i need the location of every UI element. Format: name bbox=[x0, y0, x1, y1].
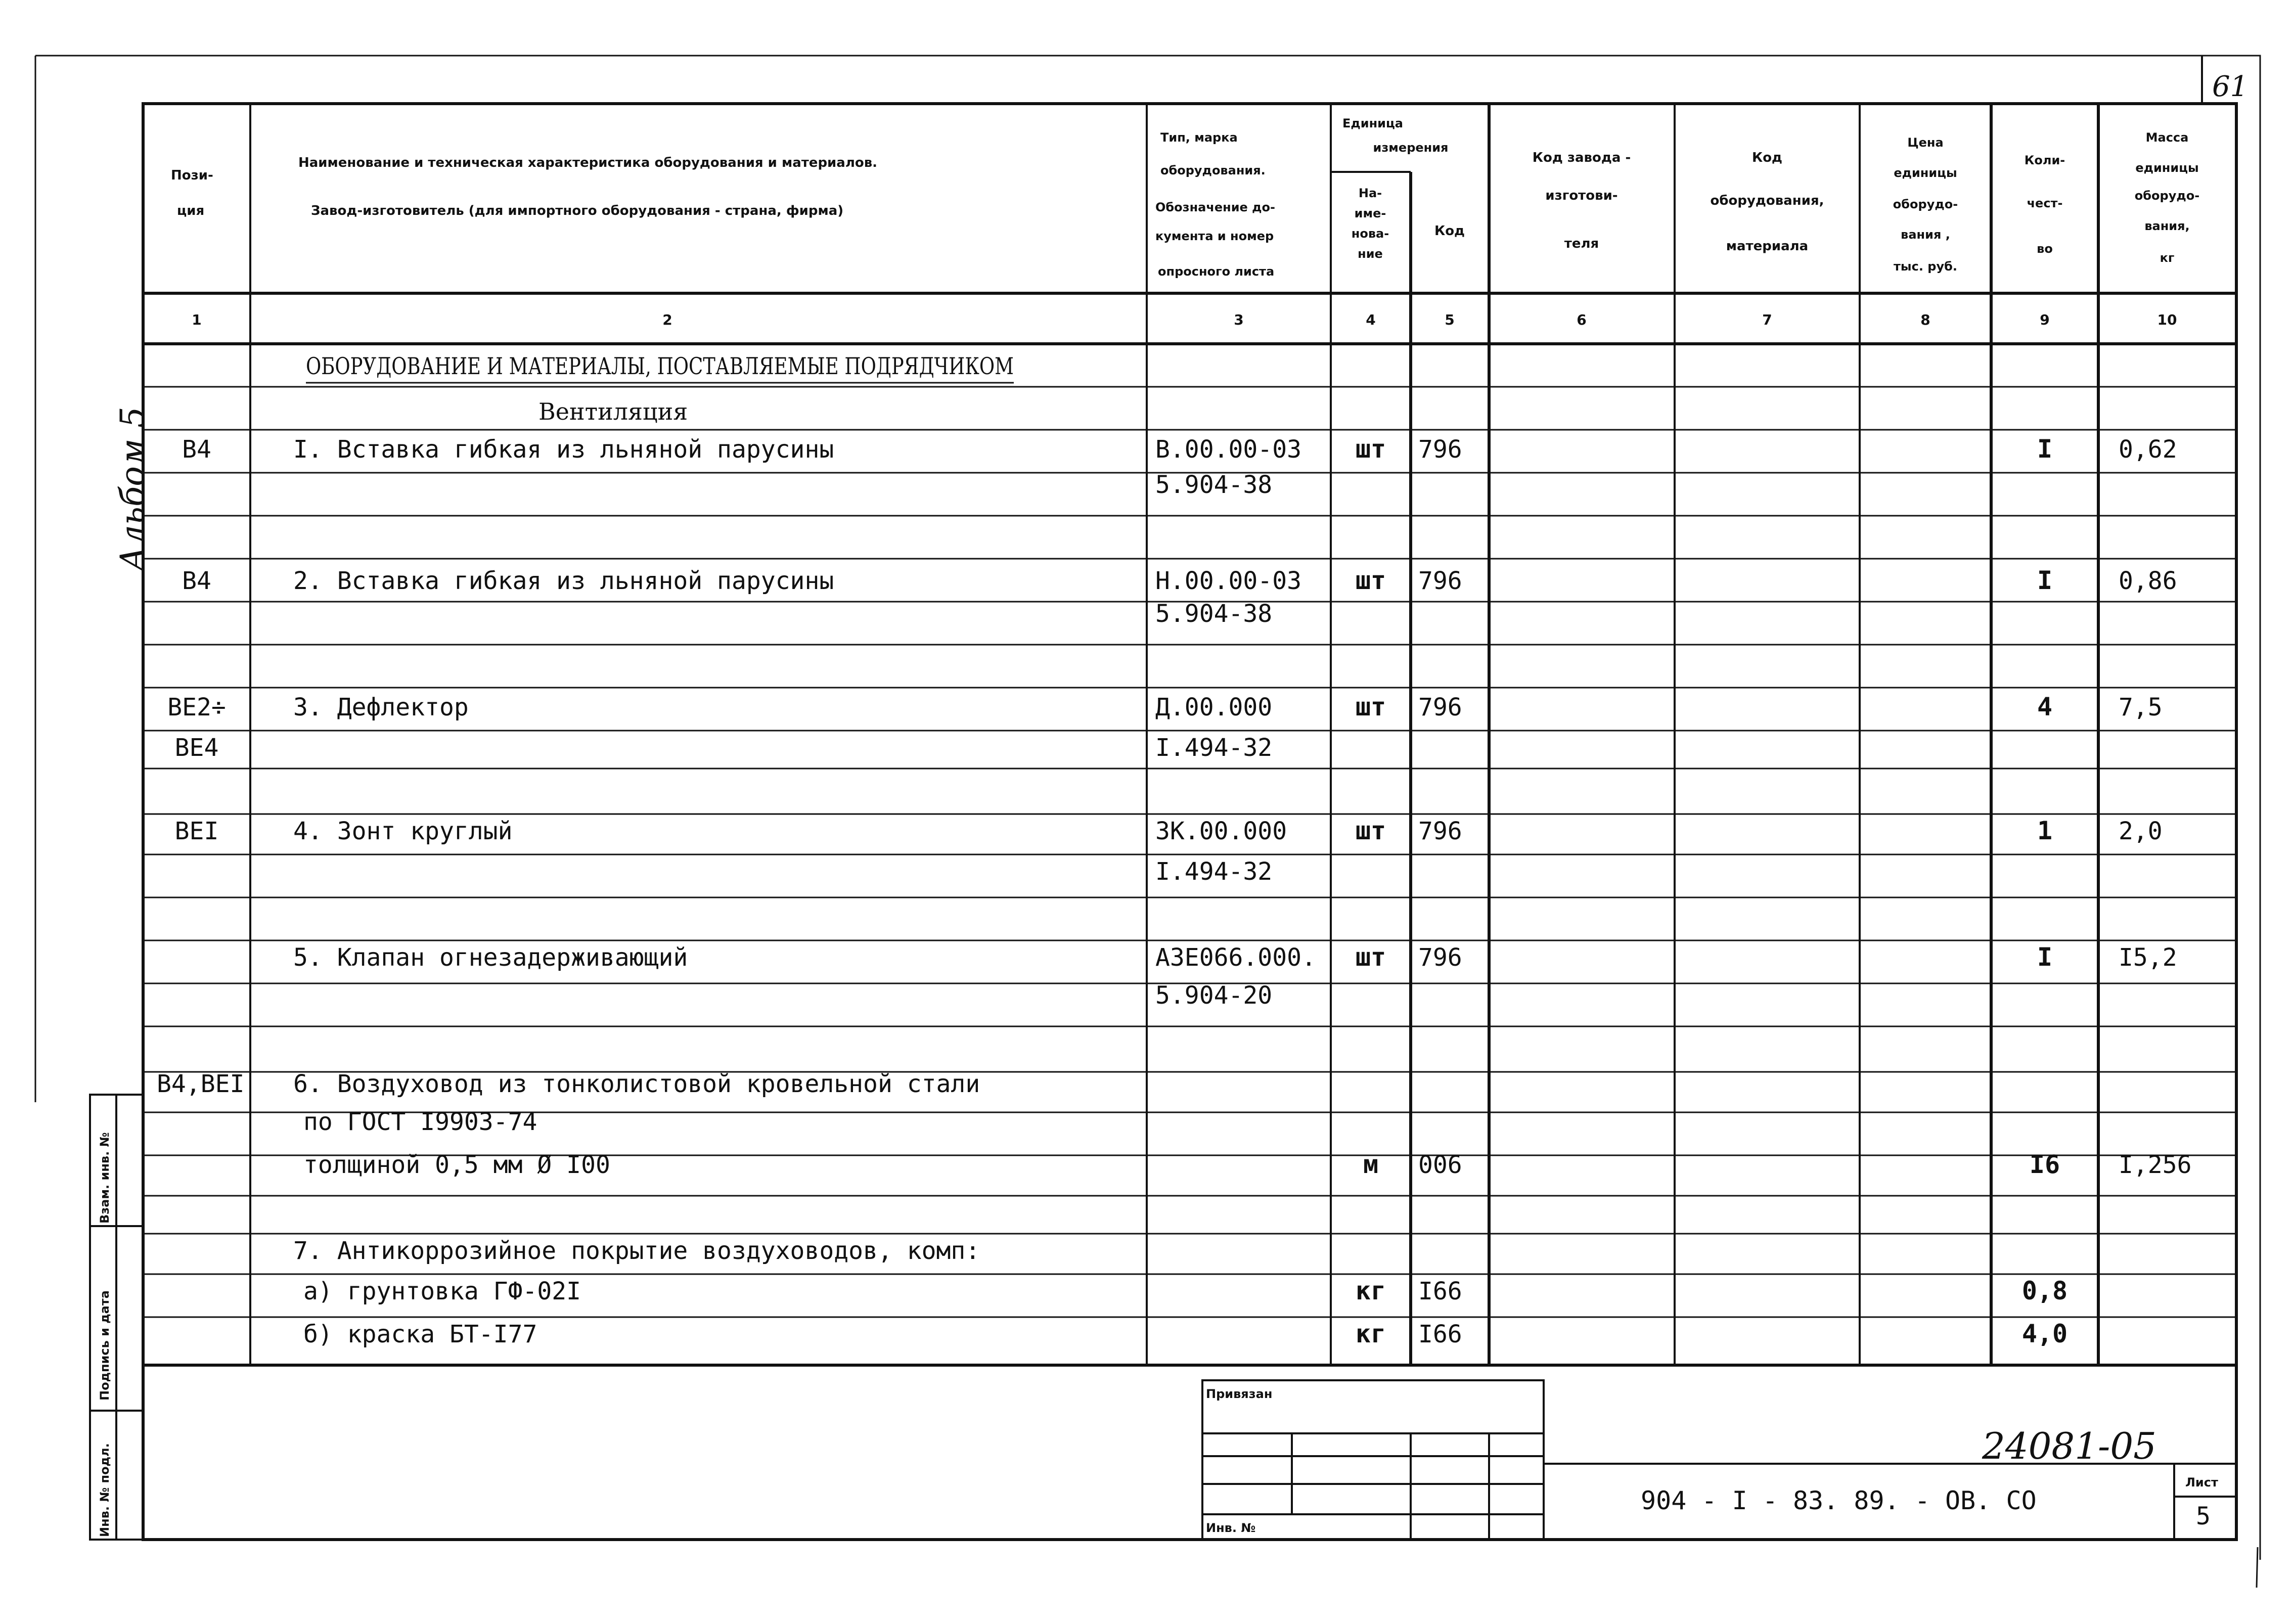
cell-unit: шт bbox=[1355, 434, 1386, 464]
header-col6-l2: изготови- bbox=[1545, 188, 1618, 203]
column-numbers bbox=[192, 311, 2177, 328]
cell-qty: I bbox=[2037, 434, 2053, 464]
cell-name: по ГОСТ I9903-74 bbox=[303, 1108, 537, 1136]
header-col8-l5: тыс. руб. bbox=[1893, 259, 1958, 274]
header-col3-l4: кумента и номер bbox=[1155, 229, 1274, 243]
cell-name: б) краска БТ-I77 bbox=[303, 1320, 537, 1348]
header-col3-l1: Тип, марка bbox=[1160, 130, 1238, 145]
cell-unit: шт bbox=[1355, 816, 1386, 845]
cell-type: 5.904-20 bbox=[1155, 981, 1273, 1010]
cell-code: 006 bbox=[1418, 1151, 1462, 1179]
table-header bbox=[171, 116, 2199, 279]
cell-name: 2. Вставка гибкая из льняной парусины bbox=[293, 567, 834, 595]
header-col3-l3: Обозначение до- bbox=[1155, 200, 1275, 214]
table-row bbox=[293, 942, 2177, 972]
cell-qty: I bbox=[2037, 942, 2053, 972]
cell-type: I.494-32 bbox=[1155, 858, 1273, 886]
header-col9-l2: чест- bbox=[2027, 196, 2063, 210]
header-col6-l1: Код завода - bbox=[1532, 150, 1631, 165]
cell-unit: шт bbox=[1355, 692, 1386, 721]
header-unit-group-l1: Единица bbox=[1342, 116, 1403, 130]
header-col10-l5: кг bbox=[2160, 251, 2175, 265]
cell-name: а) грунтовка ГФ-02I bbox=[303, 1277, 581, 1305]
header-col3-l5: опросного листа bbox=[1158, 264, 1275, 279]
header-col7-l2: оборудования, bbox=[1710, 193, 1824, 208]
table-row bbox=[182, 566, 2177, 595]
cell-mass: 0,62 bbox=[2119, 435, 2177, 464]
header-unit-group-l2: измерения bbox=[1373, 141, 1449, 155]
table-row bbox=[303, 1108, 537, 1136]
side-stamp-vzam: Взам. инв. № bbox=[98, 1132, 112, 1224]
cell-mass: 2,0 bbox=[2119, 817, 2163, 845]
cell-qty: I bbox=[2037, 566, 2053, 595]
colnum-4: 4 bbox=[1366, 311, 1376, 328]
cell-pos: В4 bbox=[182, 435, 211, 464]
cell-mass: 0,86 bbox=[2119, 567, 2177, 595]
table-row bbox=[1155, 600, 1272, 628]
cell-pos: ВЕI bbox=[174, 817, 219, 845]
table-row bbox=[303, 1276, 2067, 1305]
colnum-5: 5 bbox=[1445, 311, 1455, 328]
header-col9-l1: Коли- bbox=[2024, 153, 2065, 167]
cell-qty: 4 bbox=[2037, 692, 2053, 721]
cell-unit: шт bbox=[1355, 566, 1386, 595]
colnum-9: 9 bbox=[2040, 311, 2050, 328]
header-col2-l1: Наименование и техническая характеристика оборудования и материалов. bbox=[298, 155, 878, 170]
title-block bbox=[1544, 1425, 2236, 1540]
cell-type: 5.904-38 bbox=[1155, 600, 1273, 628]
header-col4-l1: На- bbox=[1358, 186, 1382, 200]
cell-code: 796 bbox=[1418, 435, 1462, 464]
cell-unit: кг bbox=[1355, 1319, 1386, 1348]
cell-name: I. Вставка гибкая из льняной парусины bbox=[293, 435, 834, 464]
header-col7-l1: Код bbox=[1751, 150, 1783, 165]
cell-pos: В4 bbox=[182, 567, 211, 595]
cell-unit: шт bbox=[1355, 942, 1386, 972]
header-col8-l3: оборудо- bbox=[1893, 197, 1958, 211]
cell-name: 6. Воздуховод из тонколистовой кровельной стали bbox=[293, 1070, 980, 1098]
cell-type: ЗК.00.000 bbox=[1155, 817, 1287, 845]
header-col4-l4: ние bbox=[1358, 247, 1383, 261]
cell-name: 3. Дефлектор bbox=[293, 693, 469, 721]
cell-qty: 4,0 bbox=[2021, 1319, 2068, 1348]
header-col10-l2: единицы bbox=[2135, 161, 2199, 175]
cell-type: В.00.00-03 bbox=[1155, 435, 1301, 464]
header-col1-l2: ция bbox=[177, 203, 205, 218]
header-col2-l2: Завод-изготовитель (для импортного оборудования - страна, фирма) bbox=[311, 203, 844, 218]
table-row bbox=[293, 1237, 980, 1265]
album-label: Альбом 5 bbox=[113, 407, 152, 571]
document-code: 904 - I - 83. 89. - ОВ. СО bbox=[1641, 1486, 2037, 1515]
header-col8-l2: единицы bbox=[1894, 166, 1957, 180]
side-stamp bbox=[90, 1095, 143, 1540]
table-row bbox=[1155, 981, 1272, 1010]
cell-mass: 7,5 bbox=[2119, 693, 2163, 721]
table-row bbox=[167, 692, 2163, 721]
header-col10-l4: вания, bbox=[2144, 219, 2190, 233]
cell-name: 7. Антикоррозийное покрытие воздуховодов, комп: bbox=[293, 1237, 980, 1265]
cell-unit: кг bbox=[1355, 1276, 1386, 1305]
header-col10-l3: оборудо- bbox=[2134, 189, 2200, 203]
cell-type: I.494-32 bbox=[1155, 734, 1273, 762]
privyazan-stamp bbox=[1202, 1380, 1544, 1540]
cell-code: 796 bbox=[1418, 567, 1462, 595]
cell-type: Д.00.000 bbox=[1155, 693, 1273, 721]
table-row bbox=[1155, 858, 1272, 886]
cell-pos: ВЕ4 bbox=[174, 734, 219, 762]
list-label: Лист bbox=[2185, 1475, 2218, 1490]
subsection-title: Вентиляция bbox=[538, 398, 688, 425]
colnum-2: 2 bbox=[662, 311, 672, 328]
header-col1-l1: Пози- bbox=[171, 168, 213, 183]
cell-qty: 0,8 bbox=[2021, 1276, 2068, 1305]
header-col4-l3: нова- bbox=[1351, 227, 1389, 241]
cell-type: 5.904-38 bbox=[1155, 471, 1273, 499]
table-row bbox=[303, 1319, 2067, 1348]
colnum-6: 6 bbox=[1577, 311, 1587, 328]
cell-mass: I5,2 bbox=[2119, 943, 2177, 972]
header-col4-l2: име- bbox=[1354, 206, 1386, 220]
header-col7-l3: материала bbox=[1726, 239, 1809, 254]
bottom-right-mark bbox=[2257, 1547, 2258, 1588]
table-row bbox=[157, 1070, 980, 1098]
header-col10-l1: Масса bbox=[2145, 130, 2189, 145]
sheet-corner-number: 61 bbox=[2212, 70, 2249, 103]
colnum-10: 10 bbox=[2157, 311, 2177, 328]
cell-name: 5. Клапан огнезадерживающий bbox=[293, 943, 688, 972]
privyazan-label: Привязан bbox=[1206, 1387, 1273, 1401]
cell-name: 4. Зонт круглый bbox=[293, 817, 513, 845]
header-col6-l3: теля bbox=[1564, 236, 1599, 251]
cell-unit: м bbox=[1363, 1150, 1379, 1179]
table-row bbox=[303, 1150, 2192, 1179]
table-row bbox=[1155, 471, 1272, 499]
header-col5: Код bbox=[1434, 223, 1465, 239]
table-body bbox=[157, 434, 2192, 1348]
handwritten-number: 24081-05 bbox=[1982, 1425, 2156, 1467]
table-row bbox=[182, 434, 2177, 464]
cell-type: АЗЕ066.000. bbox=[1155, 943, 1316, 972]
cell-type: Н.00.00-03 bbox=[1155, 567, 1301, 595]
colnum-8: 8 bbox=[1920, 311, 1930, 328]
cell-code: 796 bbox=[1418, 693, 1462, 721]
cell-qty: I6 bbox=[2029, 1150, 2060, 1179]
cell-pos: В4,ВЕI bbox=[157, 1070, 245, 1098]
colnum-7: 7 bbox=[1762, 311, 1772, 328]
section-title: ОБОРУДОВАНИЕ И МАТЕРИАЛЫ, ПОСТАВЛЯЕМЫЕ ПОДРЯДЧИКОМ bbox=[306, 352, 1014, 380]
cell-code: I66 bbox=[1418, 1277, 1462, 1305]
header-col3-l2: оборудования. bbox=[1160, 163, 1266, 177]
cell-name: толщиной 0,5 мм Ø I00 bbox=[303, 1151, 610, 1179]
table-row bbox=[175, 816, 2163, 845]
header-col8-l4: вания , bbox=[1901, 228, 1950, 242]
cell-code: 796 bbox=[1418, 817, 1462, 845]
table-row bbox=[175, 734, 1273, 762]
side-stamp-podpis: Подпись и дата bbox=[98, 1290, 112, 1401]
header-col8-l1: Цена bbox=[1907, 136, 1944, 150]
cell-qty: 1 bbox=[2037, 816, 2053, 845]
cell-code: 796 bbox=[1418, 943, 1462, 972]
cell-pos: ВЕ2÷ bbox=[167, 693, 226, 721]
colnum-3: 3 bbox=[1234, 311, 1244, 328]
inv-no-label: Инв. № bbox=[1206, 1521, 1256, 1535]
side-stamp-inv: Инв. № подл. bbox=[98, 1443, 112, 1537]
header-col9-l3: во bbox=[2037, 242, 2053, 256]
list-number: 5 bbox=[2196, 1502, 2211, 1530]
cell-mass: I,256 bbox=[2119, 1151, 2192, 1179]
cell-code: I66 bbox=[1418, 1320, 1462, 1348]
colnum-1: 1 bbox=[192, 311, 202, 328]
